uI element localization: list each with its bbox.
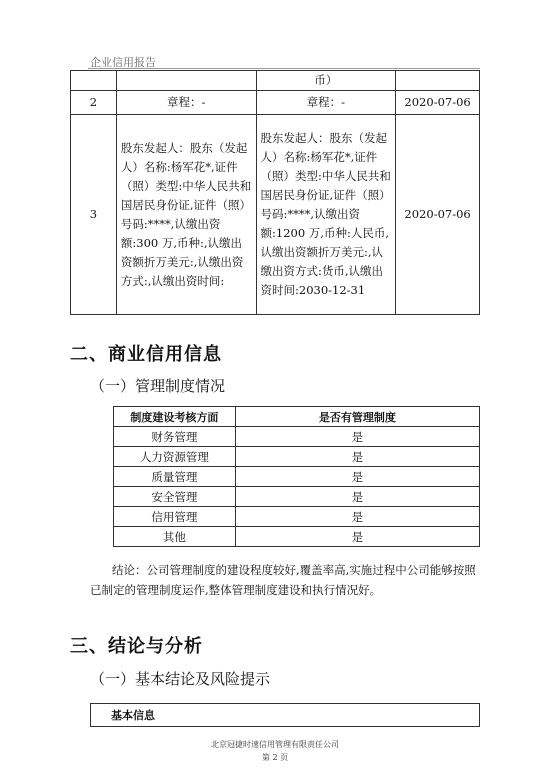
- aspect-cell: 其他: [114, 527, 236, 547]
- table-cell: 币）: [256, 71, 396, 91]
- aspect-cell: 财务管理: [114, 427, 236, 447]
- report-header-title: 企业信用报告: [90, 56, 156, 69]
- table-row: [114, 447, 480, 467]
- aspect-cell: 质量管理: [114, 467, 236, 487]
- change-record-table: [70, 70, 480, 315]
- status-cell: 是: [235, 467, 479, 487]
- management-system-table: [113, 406, 480, 547]
- aspect-cell: 信用管理: [114, 507, 236, 527]
- after-change: 股东发起人：股东（发起人）名称:杨军花*,证件（照）类型:中华人民共和国居民身份证,证件（照）号码:****,认缴出资额:1200 万,币种:人民币,认缴出资额折万美元:,认缴出资方式:货币,认缴出资时间:2030-12-31: [256, 115, 396, 315]
- status-cell: 是: [235, 527, 479, 547]
- aspect-cell: 人力资源管理: [114, 447, 236, 467]
- change-date: 2020-07-06: [396, 115, 480, 315]
- aspect-cell: 安全管理: [114, 487, 236, 507]
- after-change: 章程：-: [256, 91, 396, 115]
- table-cell: [396, 71, 480, 91]
- row-number: 2: [71, 91, 117, 115]
- table-row: [71, 91, 480, 115]
- footer-company-name: 北京冠捷时速信用管理有限责任公司: [211, 740, 339, 749]
- column-header: 是否有管理制度: [235, 407, 479, 427]
- basic-info-table: [90, 703, 480, 727]
- status-cell: 是: [235, 427, 479, 447]
- table-row: [114, 507, 480, 527]
- section-title-conclusion: 三、结论与分析: [70, 636, 203, 657]
- status-cell: 是: [235, 487, 479, 507]
- basic-info-label: 基本信息: [91, 704, 480, 727]
- table-row: [114, 467, 480, 487]
- status-cell: 是: [235, 447, 479, 467]
- column-header: 制度建设考核方面: [114, 407, 236, 427]
- table-cell: [116, 71, 256, 91]
- before-change: 章程：-: [116, 91, 256, 115]
- table-header-row: [114, 407, 480, 427]
- table-row: [71, 115, 480, 315]
- table-row: [71, 71, 480, 91]
- status-cell: 是: [235, 507, 479, 527]
- table-row: [91, 704, 480, 727]
- change-date: 2020-07-06: [396, 91, 480, 115]
- footer-page-number: 第 2 页: [261, 753, 289, 762]
- row-number: 3: [71, 115, 117, 315]
- management-conclusion: 结论：公司管理制度的建设程度较好,覆盖率高,实施过程中公司能够按照已制定的管理制度运作,整体管理制度建设和执行情况好。: [90, 563, 476, 597]
- section-title-business-credit: 二、商业信用信息: [70, 344, 222, 365]
- table-row: [114, 427, 480, 447]
- table-cell: [71, 71, 117, 91]
- header-divider: [88, 68, 480, 69]
- table-row: [114, 487, 480, 507]
- subsection-title-risk: （一）基本结论及风险提示: [90, 670, 271, 688]
- subsection-title-management: （一）管理制度情况: [90, 377, 226, 395]
- table-row: [114, 527, 480, 547]
- before-change: 股东发起人：股东（发起人）名称:杨军花*,证件（照）类型:中华人民共和国居民身份证,证件（照）号码:****,认缴出资额:300 万,币种:,认缴出资额折万美元:,认缴出资方式:,认缴出资时间:: [116, 115, 256, 315]
